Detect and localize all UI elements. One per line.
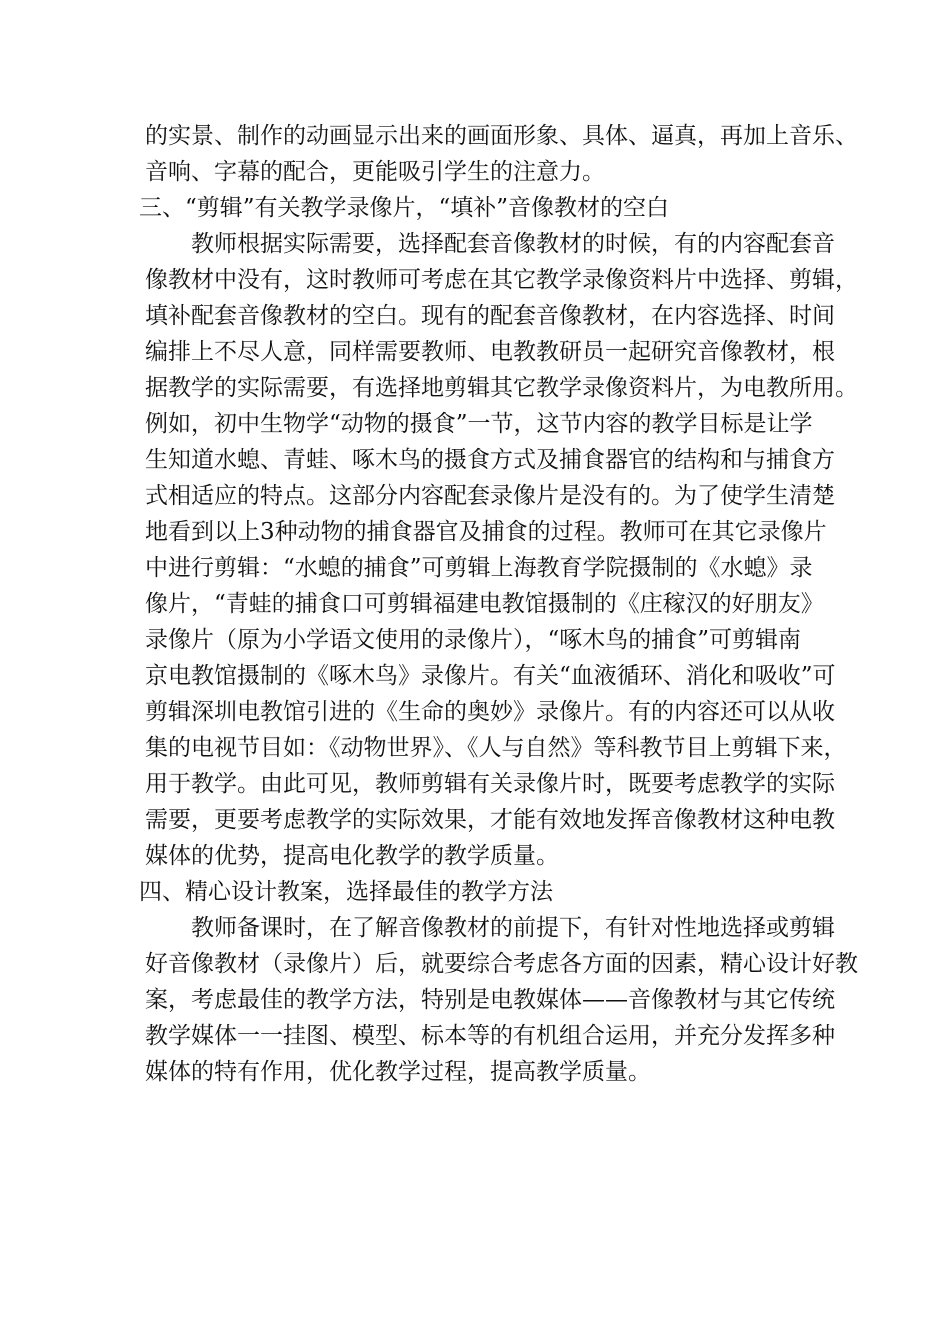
- text-line: 地看到以上3种动物的捕食器官及捕食的过程。教师可在其它录像片: [145, 519, 827, 545]
- text-line: 案，考虑最佳的教学方法，特别是电教媒体——音像教材与其它传统: [145, 987, 835, 1013]
- text-line: 集的电视节目如：《动物世界》、《人与自然》等科教节目上剪辑下来，: [145, 735, 847, 761]
- text-line: 式相适应的特点。这部分内容配套录像片是没有的。为了使学生清楚: [145, 483, 835, 509]
- text-line: 像片，“青蛙的捕食口可剪辑福建电教馆摄制的《庄稼汉的好朋友》: [145, 591, 824, 617]
- text-line: 用于教学。由此可见，教师剪辑有关录像片时，既要考虑教学的实际: [145, 771, 835, 797]
- section-heading-3: 三、“剪辑”有关教学录像片，“填补”音像教材的空白: [139, 195, 670, 221]
- text-line: 剪辑深圳电教馆引进的《生命的奥妙》录像片。有的内容还可以从收: [145, 699, 835, 725]
- text-line: 中进行剪辑：“水螅的捕食”可剪辑上海教育学院摄制的《水螅》录: [145, 555, 813, 581]
- text-line: 像教材中没有，这时教师可考虑在其它教学录像资料片中选择、剪辑，: [145, 267, 858, 293]
- text-line: 填补配套音像教材的空白。现有的配套音像教材，在内容选择、时间: [145, 303, 835, 329]
- text-line: 生知道水螅、青蛙、啄木鸟的摄食方式及捕食器官的结构和与捕食方: [145, 447, 835, 473]
- text-line: 京电教馆摄制的《啄木鸟》录像片。有关“血液循环、消化和吸收”可: [145, 663, 836, 689]
- paragraph-start: 教师根据实际需要，选择配套音像教材的时候，有的内容配套音: [191, 231, 835, 257]
- text-line: 的实景、制作的动画显示出来的画面形象、具体、逼真，再加上音乐、: [145, 123, 858, 149]
- text-line: 例如，初中生物学“动物的摄食”一节，这节内容的教学目标是让学: [145, 411, 813, 437]
- section-heading-4: 四、精心设计教案，选择最佳的教学方法: [139, 879, 553, 905]
- text-line: 需要，更要考虑教学的实际效果，才能有效地发挥音像教材这种电教: [145, 807, 835, 833]
- text-line: 录像片（原为小学语文使用的录像片），“啄木鸟的捕食”可剪辑南: [145, 627, 802, 653]
- text-line: 媒体的特有作用，优化教学过程，提高教学质量。: [145, 1059, 651, 1085]
- text-line: 音响、字幕的配合，更能吸引学生的注意力。: [145, 159, 605, 185]
- text-line: 编排上不尽人意，同样需要教师、电教教研员一起研究音像教材，根: [145, 339, 835, 365]
- text-line: 据教学的实际需要，有选择地剪辑其它教学录像资料片，为电教所用。: [145, 375, 858, 401]
- text-line: 好音像教材（录像片）后，就要综合考虑各方面的因素，精心设计好教: [145, 951, 858, 977]
- body-text: [139, 118, 858, 1090]
- text-line: 媒体的优势，提高电化教学的教学质量。: [145, 843, 559, 869]
- paragraph-start: 教师备课时，在了解音像教材的前提下，有针对性地选择或剪辑: [191, 915, 835, 941]
- text-line: 教学媒体一一挂图、模型、标本等的有机组合运用，并充分发挥多种: [145, 1023, 835, 1049]
